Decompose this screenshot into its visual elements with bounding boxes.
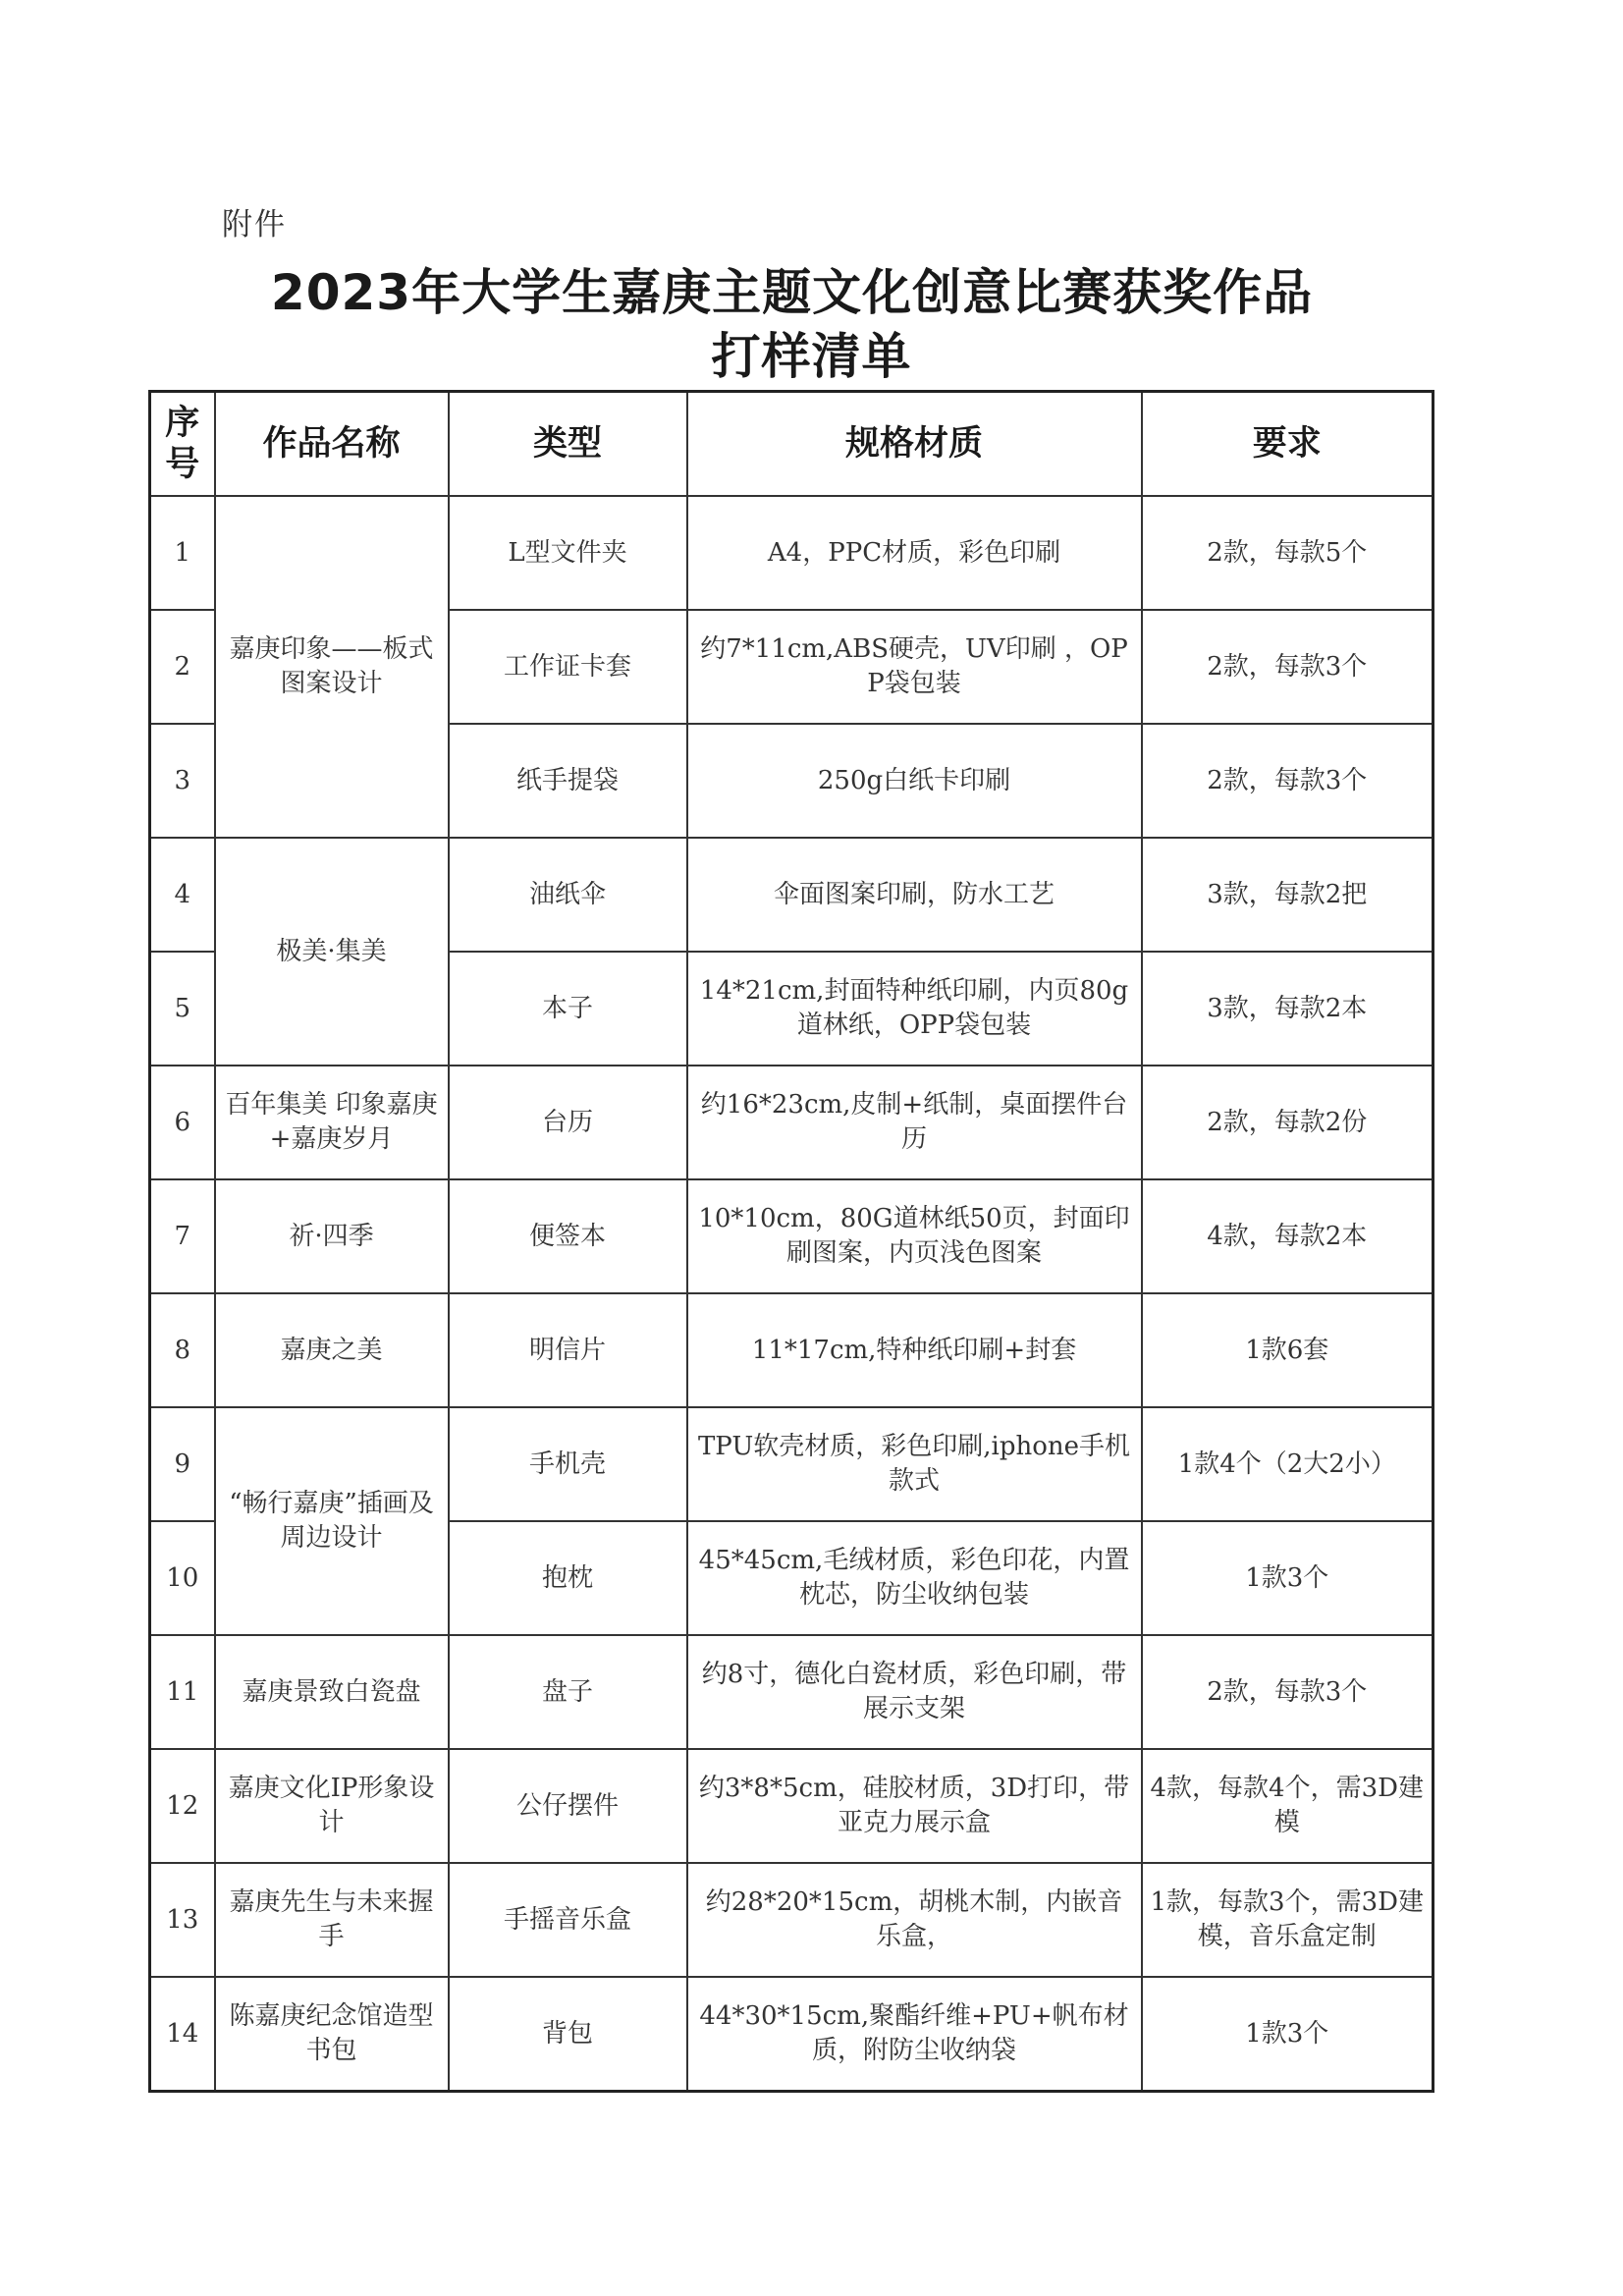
header-name: 作品名称 — [215, 392, 449, 497]
row-req: 1款4个（2大2小） — [1142, 1407, 1434, 1521]
table-row — [150, 1293, 1434, 1407]
row-seq: 10 — [150, 1521, 215, 1635]
attachment-label: 附件 — [222, 207, 287, 243]
row-seq: 5 — [150, 952, 215, 1066]
row-seq: 4 — [150, 838, 215, 952]
row-req: 1款，每款3个，需3D建模，音乐盒定制 — [1142, 1863, 1434, 1977]
row-name: 嘉庚文化IP形象设计 — [215, 1749, 449, 1863]
row-req: 3款，每款2把 — [1142, 838, 1434, 952]
row-name: 嘉庚印象——板式图案设计 — [215, 496, 449, 838]
row-type: 公仔摆件 — [449, 1749, 687, 1863]
row-spec: 10*10cm，80G道林纸50页，封面印刷图案，内页浅色图案 — [687, 1179, 1142, 1293]
row-type: 手机壳 — [449, 1407, 687, 1521]
row-seq: 9 — [150, 1407, 215, 1521]
table-row — [150, 1749, 1434, 1863]
table-row — [150, 496, 1434, 610]
row-req: 4款，每款2本 — [1142, 1179, 1434, 1293]
row-req: 2款，每款5个 — [1142, 496, 1434, 610]
row-name: 百年集美 印象嘉庚+嘉庚岁月 — [215, 1066, 449, 1179]
table-row — [150, 1407, 1434, 1521]
row-spec: 44*30*15cm,聚酯纤维+PU+帆布材质，附防尘收纳袋 — [687, 1977, 1142, 2092]
row-spec: 250g白纸卡印刷 — [687, 724, 1142, 838]
row-spec: 约16*23cm,皮制+纸制，桌面摆件台历 — [687, 1066, 1142, 1179]
row-req: 1款3个 — [1142, 1521, 1434, 1635]
row-spec: 45*45cm,毛绒材质，彩色印花，内置枕芯，防尘收纳包装 — [687, 1521, 1142, 1635]
row-seq: 11 — [150, 1635, 215, 1749]
header-type: 类型 — [449, 392, 687, 497]
row-req: 1款6套 — [1142, 1293, 1434, 1407]
row-type: 手摇音乐盒 — [449, 1863, 687, 1977]
header-spec: 规格材质 — [687, 392, 1142, 497]
table-row — [150, 838, 1434, 952]
row-req: 2款，每款3个 — [1142, 724, 1434, 838]
row-seq: 2 — [150, 610, 215, 724]
row-req: 2款，每款3个 — [1142, 1635, 1434, 1749]
row-seq: 1 — [150, 496, 215, 610]
row-seq: 13 — [150, 1863, 215, 1977]
row-spec: A4，PPC材质，彩色印刷 — [687, 496, 1142, 610]
sample-list-table — [148, 390, 1434, 2093]
row-req: 2款，每款2份 — [1142, 1066, 1434, 1179]
table-row — [150, 1635, 1434, 1749]
row-seq: 14 — [150, 1977, 215, 2092]
row-name: 嘉庚景致白瓷盘 — [215, 1635, 449, 1749]
row-seq: 7 — [150, 1179, 215, 1293]
table-row — [150, 1863, 1434, 1977]
row-type: 本子 — [449, 952, 687, 1066]
row-type: 纸手提袋 — [449, 724, 687, 838]
row-spec: 11*17cm,特种纸印刷+封套 — [687, 1293, 1142, 1407]
row-req: 4款，每款4个，需3D建模 — [1142, 1749, 1434, 1863]
header-req: 要求 — [1142, 392, 1434, 497]
row-type: 抱枕 — [449, 1521, 687, 1635]
row-spec: 约28*20*15cm，胡桃木制，内嵌音乐盒， — [687, 1863, 1142, 1977]
row-type: 台历 — [449, 1066, 687, 1179]
row-name: 嘉庚之美 — [215, 1293, 449, 1407]
table-header-row — [150, 392, 1434, 497]
document-title: 2023年大学生嘉庚主题文化创意比赛获奖作品 — [270, 264, 1314, 321]
row-spec: 约7*11cm,ABS硬壳，UV印刷 ，OPP袋包装 — [687, 610, 1142, 724]
header-seq: 序号 — [150, 392, 215, 497]
row-name: 嘉庚先生与未来握手 — [215, 1863, 449, 1977]
row-name: 极美·集美 — [215, 838, 449, 1066]
row-spec: 约3*8*5cm，硅胶材质，3D打印，带亚克力展示盒 — [687, 1749, 1142, 1863]
row-seq: 12 — [150, 1749, 215, 1863]
row-type: 背包 — [449, 1977, 687, 2092]
row-name: 祈·四季 — [215, 1179, 449, 1293]
row-name: 陈嘉庚纪念馆造型书包 — [215, 1977, 449, 2092]
row-type: L型文件夹 — [449, 496, 687, 610]
row-type: 盘子 — [449, 1635, 687, 1749]
row-spec: 14*21cm,封面特种纸印刷，内页80g道林纸，OPP袋包装 — [687, 952, 1142, 1066]
row-spec: 约8寸，德化白瓷材质，彩色印刷，带展示支架 — [687, 1635, 1142, 1749]
row-req: 1款3个 — [1142, 1977, 1434, 2092]
row-req: 3款，每款2本 — [1142, 952, 1434, 1066]
table-row — [150, 1179, 1434, 1293]
row-spec: 伞面图案印刷，防水工艺 — [687, 838, 1142, 952]
row-name: “畅行嘉庚”插画及周边设计 — [215, 1407, 449, 1635]
row-spec: TPU软壳材质，彩色印刷,iphone手机款式 — [687, 1407, 1142, 1521]
row-seq: 6 — [150, 1066, 215, 1179]
document-subtitle: 打样清单 — [711, 328, 912, 385]
row-type: 明信片 — [449, 1293, 687, 1407]
row-seq: 8 — [150, 1293, 215, 1407]
row-req: 2款，每款3个 — [1142, 610, 1434, 724]
row-type: 便签本 — [449, 1179, 687, 1293]
row-type: 油纸伞 — [449, 838, 687, 952]
row-type: 工作证卡套 — [449, 610, 687, 724]
table-row — [150, 1977, 1434, 2092]
row-seq: 3 — [150, 724, 215, 838]
table-row — [150, 1066, 1434, 1179]
